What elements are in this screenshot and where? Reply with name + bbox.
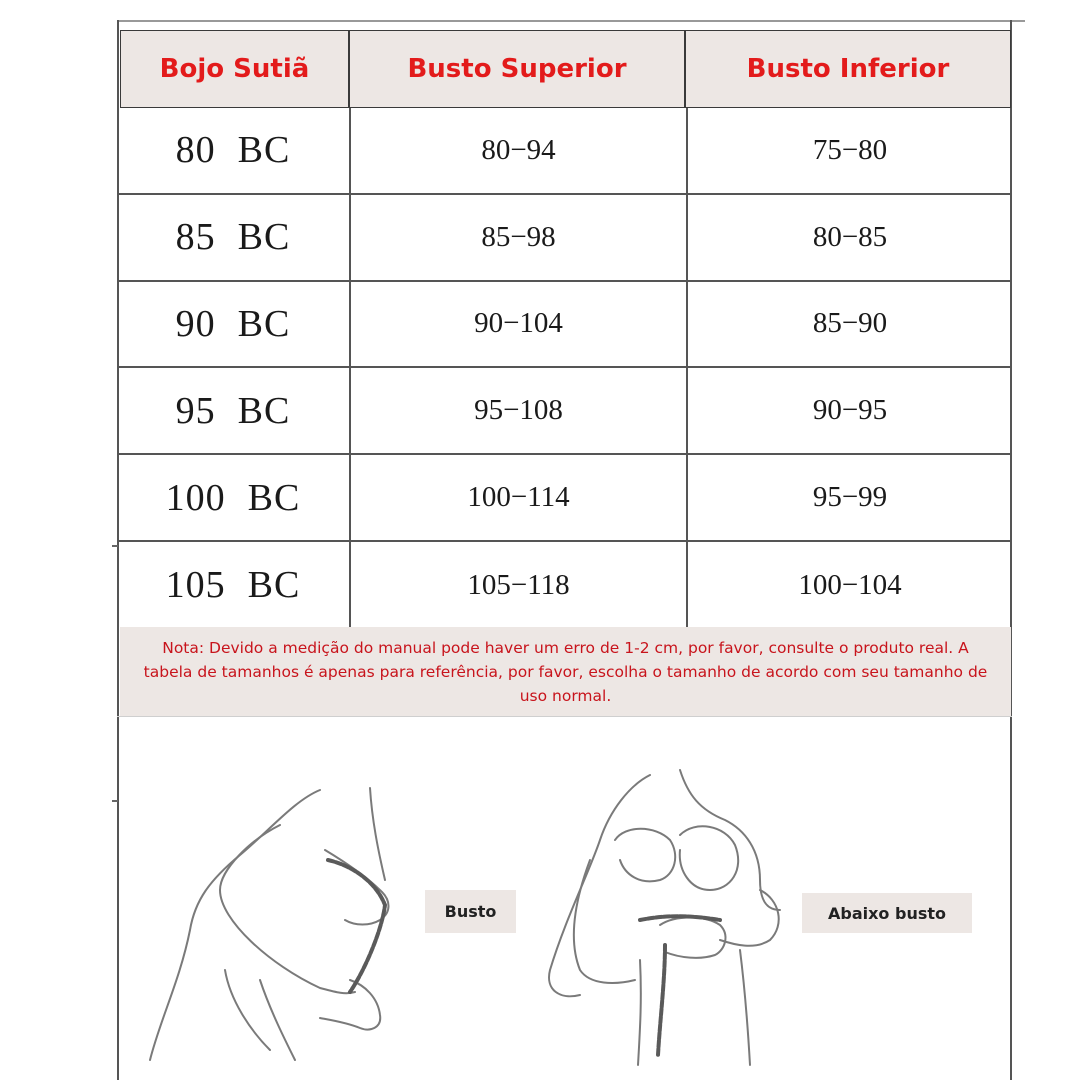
upper-bust-cell: 80−94	[351, 108, 688, 193]
side-figure-hand	[320, 980, 380, 1029]
table-header	[120, 30, 1011, 108]
front-figure-right-breast	[680, 826, 738, 890]
header-upper-bust: Busto Superior	[349, 30, 685, 108]
header-cup-size: Bojo Sutiã	[120, 30, 349, 108]
cup-size-cell: 90 BC	[117, 282, 351, 367]
size-table-body	[117, 108, 1012, 629]
under-bust-cell: 75−80	[812, 133, 888, 166]
under-bust-cell: 80−85	[812, 220, 888, 253]
side-figure-waist	[260, 980, 295, 1060]
cup-size-cell: 80 BC	[117, 108, 351, 193]
divider	[117, 716, 1012, 717]
under-bust-cell: 100−104	[798, 568, 902, 601]
cup-size-cell: 95 BC	[117, 368, 351, 453]
underbust-tape-line	[640, 916, 720, 1055]
upper-bust-cell: 90−104	[351, 282, 688, 367]
bust-label: Busto	[425, 890, 516, 933]
table-row	[117, 108, 1012, 195]
table-row	[117, 455, 1012, 542]
cup-size-cell: 105 BC	[117, 542, 351, 629]
under-bust-cell: 95−99	[812, 481, 888, 514]
upper-bust-cell: 100−114	[351, 455, 688, 540]
under-bust-cell: 90−95	[812, 394, 888, 427]
underbust-label: Abaixo busto	[802, 893, 972, 933]
bust-tape-line	[328, 860, 385, 992]
cup-size-cell: 100 BC	[117, 455, 351, 540]
front-figure-hands	[660, 918, 725, 958]
table-row	[117, 368, 1012, 455]
cup-size-cell: 85 BC	[117, 195, 351, 280]
side-figure-hip	[225, 970, 270, 1050]
measurement-note: Nota: Devido a medição do manual pode haver um erro de 1-2 cm, por favor, consulte o produto real. A tabela de tamanhos é apenas para referência, por favor, escolha o tamanho de acordo com seu tamanho de uso normal.	[120, 627, 1011, 716]
table-row	[117, 542, 1012, 629]
front-figure-left-shoulder	[549, 775, 650, 996]
upper-bust-cell: 105−118	[351, 542, 688, 629]
header-under-bust: Busto Inferior	[685, 30, 1011, 108]
front-figure-right-arm	[720, 890, 779, 946]
table-row	[117, 282, 1012, 369]
upper-bust-cell: 85−98	[351, 195, 688, 280]
upper-bust-cell: 95−108	[351, 368, 688, 453]
front-figure-torso-right	[740, 950, 750, 1065]
measurement-illustrations	[120, 730, 1010, 1080]
side-figure-front	[370, 788, 385, 880]
table-row	[117, 195, 1012, 282]
under-bust-cell: 85−90	[812, 307, 888, 340]
front-figure-left-breast	[615, 829, 675, 882]
side-figure-arm	[220, 825, 355, 993]
front-figure-left-arm	[574, 860, 635, 983]
margin-tick	[112, 800, 118, 802]
front-figure-right-shoulder	[680, 770, 780, 910]
front-figure-torso-left	[638, 960, 641, 1065]
